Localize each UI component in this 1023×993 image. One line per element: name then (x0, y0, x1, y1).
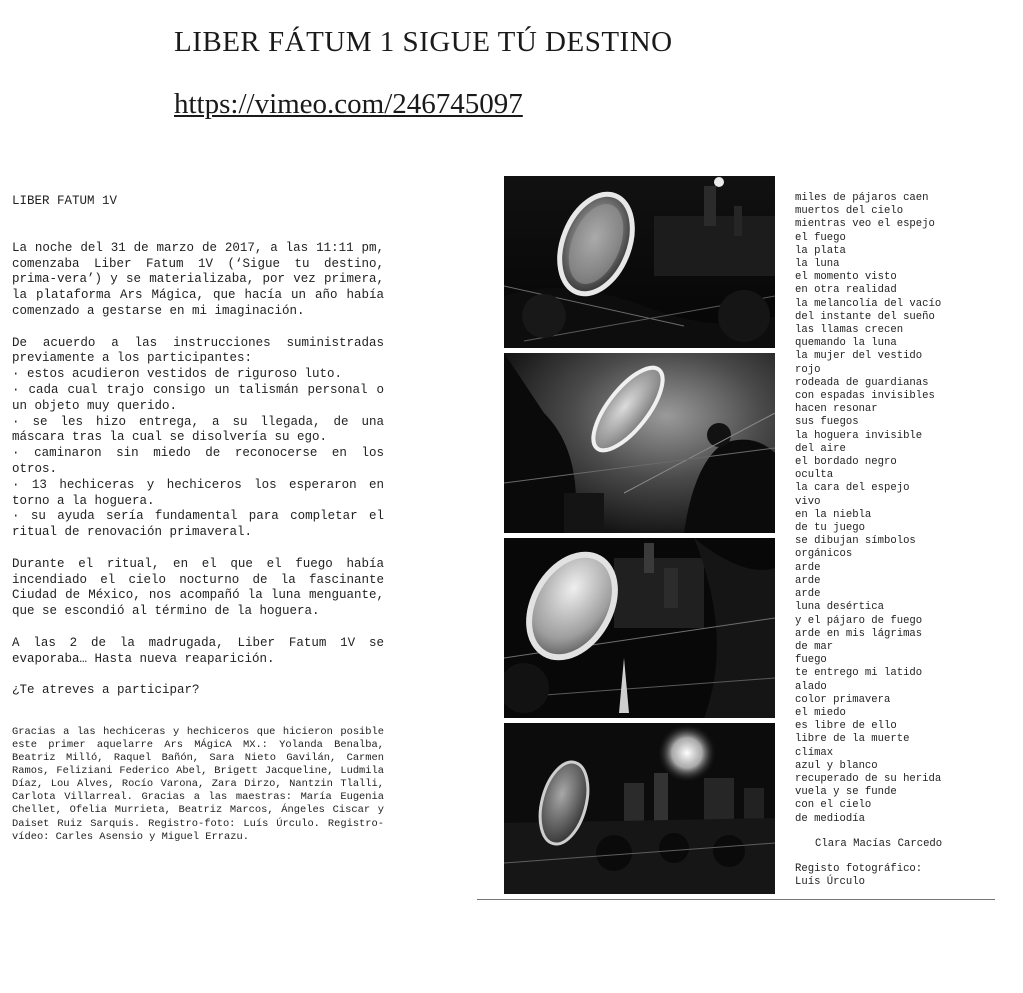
poem-line: es libre de ello (795, 720, 897, 733)
poem-line: fuego (795, 654, 827, 667)
instruction-item: · su ayuda sería fundamental para completar el ritual de renovación primaveral. (12, 509, 384, 540)
poem-line: miles de pájaros caen (795, 192, 929, 204)
poem-line: mientras veo el espejo (795, 218, 935, 231)
poem-line: sus fuegos (795, 416, 859, 429)
instruction-item: · cada cual trajo consigo un talismán personal o un objeto muy querido. (12, 382, 384, 413)
poem-line: con el cielo (795, 799, 872, 812)
ritual-photo-mirror-city (504, 538, 775, 718)
poem (795, 192, 1005, 889)
instruction-item: · caminaron sin miedo de reconocerse en los otros. (12, 446, 384, 476)
poem-line: vuela y se funde (795, 786, 897, 799)
question-line: ¿Te atreves a participar? (12, 683, 200, 698)
vimeo-link[interactable]: https://vimeo.com/246745097 (174, 88, 523, 120)
poem-line: el miedo (795, 706, 846, 719)
divider-line (477, 899, 995, 900)
poem-line: la plata (795, 244, 846, 257)
poem-line: de tu juego (795, 522, 865, 535)
poem-line: del instante del sueño (795, 310, 935, 323)
poem-line: color primavera (795, 693, 891, 706)
poem-line: libre de la muerte (795, 733, 910, 746)
poem-line: la luna (795, 258, 840, 271)
poem-line: rodeada de guardianas (795, 376, 929, 389)
poem-line: y el pájaro de fuego (795, 614, 923, 627)
poem-line: en la niebla (795, 508, 872, 521)
poem-line: arde (795, 588, 821, 601)
poem-line: orgánicos (795, 548, 853, 561)
poem-line: la hoguera invisible (795, 429, 923, 442)
ritual-photo-smoke (504, 353, 775, 533)
instruction-item: · 13 hechiceras y hechiceros los esperaron en torno a la hoguera. (12, 477, 384, 508)
poem-line: de mediodía (795, 812, 865, 825)
poem-line: luna desértica (795, 601, 885, 614)
article-heading: LIBER FATUM 1V (12, 194, 118, 208)
poem-line: el bordado negro (795, 456, 897, 469)
ending-paragraph: A las 2 de la madrugada, Liber Fatum 1V se evaporaba… Hasta nueva reaparición. (12, 635, 384, 666)
poem-line: arde en mis lágrimas (795, 627, 923, 640)
poem-line: clímax (795, 746, 834, 759)
poem-line: la melancolía del vacío (795, 297, 942, 310)
poem-line: el momento visto (795, 271, 897, 284)
poem-line: alado (795, 680, 827, 693)
ritual-photo-moon-skyline (504, 723, 775, 894)
instructions-lead: De acuerdo a las instrucciones suministradas previamente a los participantes: (12, 335, 384, 366)
photo-strip (504, 176, 775, 894)
poem-line: rojo (795, 363, 821, 376)
poem-line: de mar (795, 640, 834, 653)
ritual-paragraph: Durante el ritual, en el que el fuego había incendiado el cielo nocturno de la fascinante Ciudad de México, nos acompañó la luna menguante, que se escondió al término de la hoguera. (12, 556, 384, 619)
poem-line: con espadas invisibles (795, 390, 935, 403)
instruction-item: · se les hizo entrega, a su llegada, de una máscara tras la cual se disolvería su ego. (12, 414, 384, 445)
instruction-item: · estos acudieron vestidos de riguroso luto. (12, 367, 343, 382)
poem-line: arde (795, 561, 821, 574)
poem-line: quemando la luna (795, 337, 897, 350)
poem-line: la cara del espejo (795, 482, 910, 495)
poem-line: el fuego (795, 231, 846, 244)
poem-line: muertos del cielo (795, 205, 904, 218)
poem-lines (795, 192, 1005, 826)
photo-credit-name: Luís Úrculo (795, 876, 865, 889)
poem-line: la mujer del vestido (795, 350, 923, 363)
credits-paragraph: Gracias a las hechiceras y hechiceros que hicieron posible este primer aquelarre Ars MÁgicA MX.: Yolanda Benalba, Beatriz Milló, Raquel Bañón, Sara Nieto Gavilán, Carmen Ramos, Feliziani Federico Abel, Brigett Jacqueline, Ludmila Díaz, Lou Alves, Rocío Varona, Zara Dirzo, Nantzin Tlalli, Carlota Villarreal. Gracias a las maestras: María Eugenia Chellet, Ofelia Murrieta, Beatriz Marcos, Ángeles Ciscar y Daiset Ruiz Sarquis. Registro-foto: Luís Úrculo. Registro-vídeo: Carles Asensio y Miguel Errazu. (12, 725, 384, 843)
ritual-photo-mirror-night (504, 176, 775, 348)
poem-line: arde (795, 574, 821, 587)
poem-line: se dibujan símbolos (795, 535, 916, 548)
poem-line: oculta (795, 469, 834, 482)
poem-line: las llamas crecen (795, 324, 904, 337)
poem-line: recuperado de su herida (795, 772, 942, 785)
poem-line: del aire (795, 442, 846, 455)
poem-line: te entrego mi latido (795, 667, 923, 680)
poem-line: vivo (795, 495, 821, 508)
photo-credit-label: Registo fotográfico: (795, 862, 923, 875)
poem-line: azul y blanco (795, 759, 878, 772)
page-title: LIBER FÁTUM 1 SIGUE TÚ DESTINO (174, 26, 673, 58)
article-intro: La noche del 31 de marzo de 2017, a las 11:11 pm, comenzaba Liber Fatum 1V (‘Sigue tu destino, prima-vera’) y se materializaba, por vez primera, la plataforma Ars Mágica, que hacía un año había comenzado a gestarse en mi imaginación. (12, 240, 384, 318)
poem-line: en otra realidad (795, 284, 897, 297)
article-text (12, 194, 384, 844)
poem-author: Clara Macías Carcedo (815, 837, 943, 850)
poem-line: hacen resonar (795, 403, 878, 416)
